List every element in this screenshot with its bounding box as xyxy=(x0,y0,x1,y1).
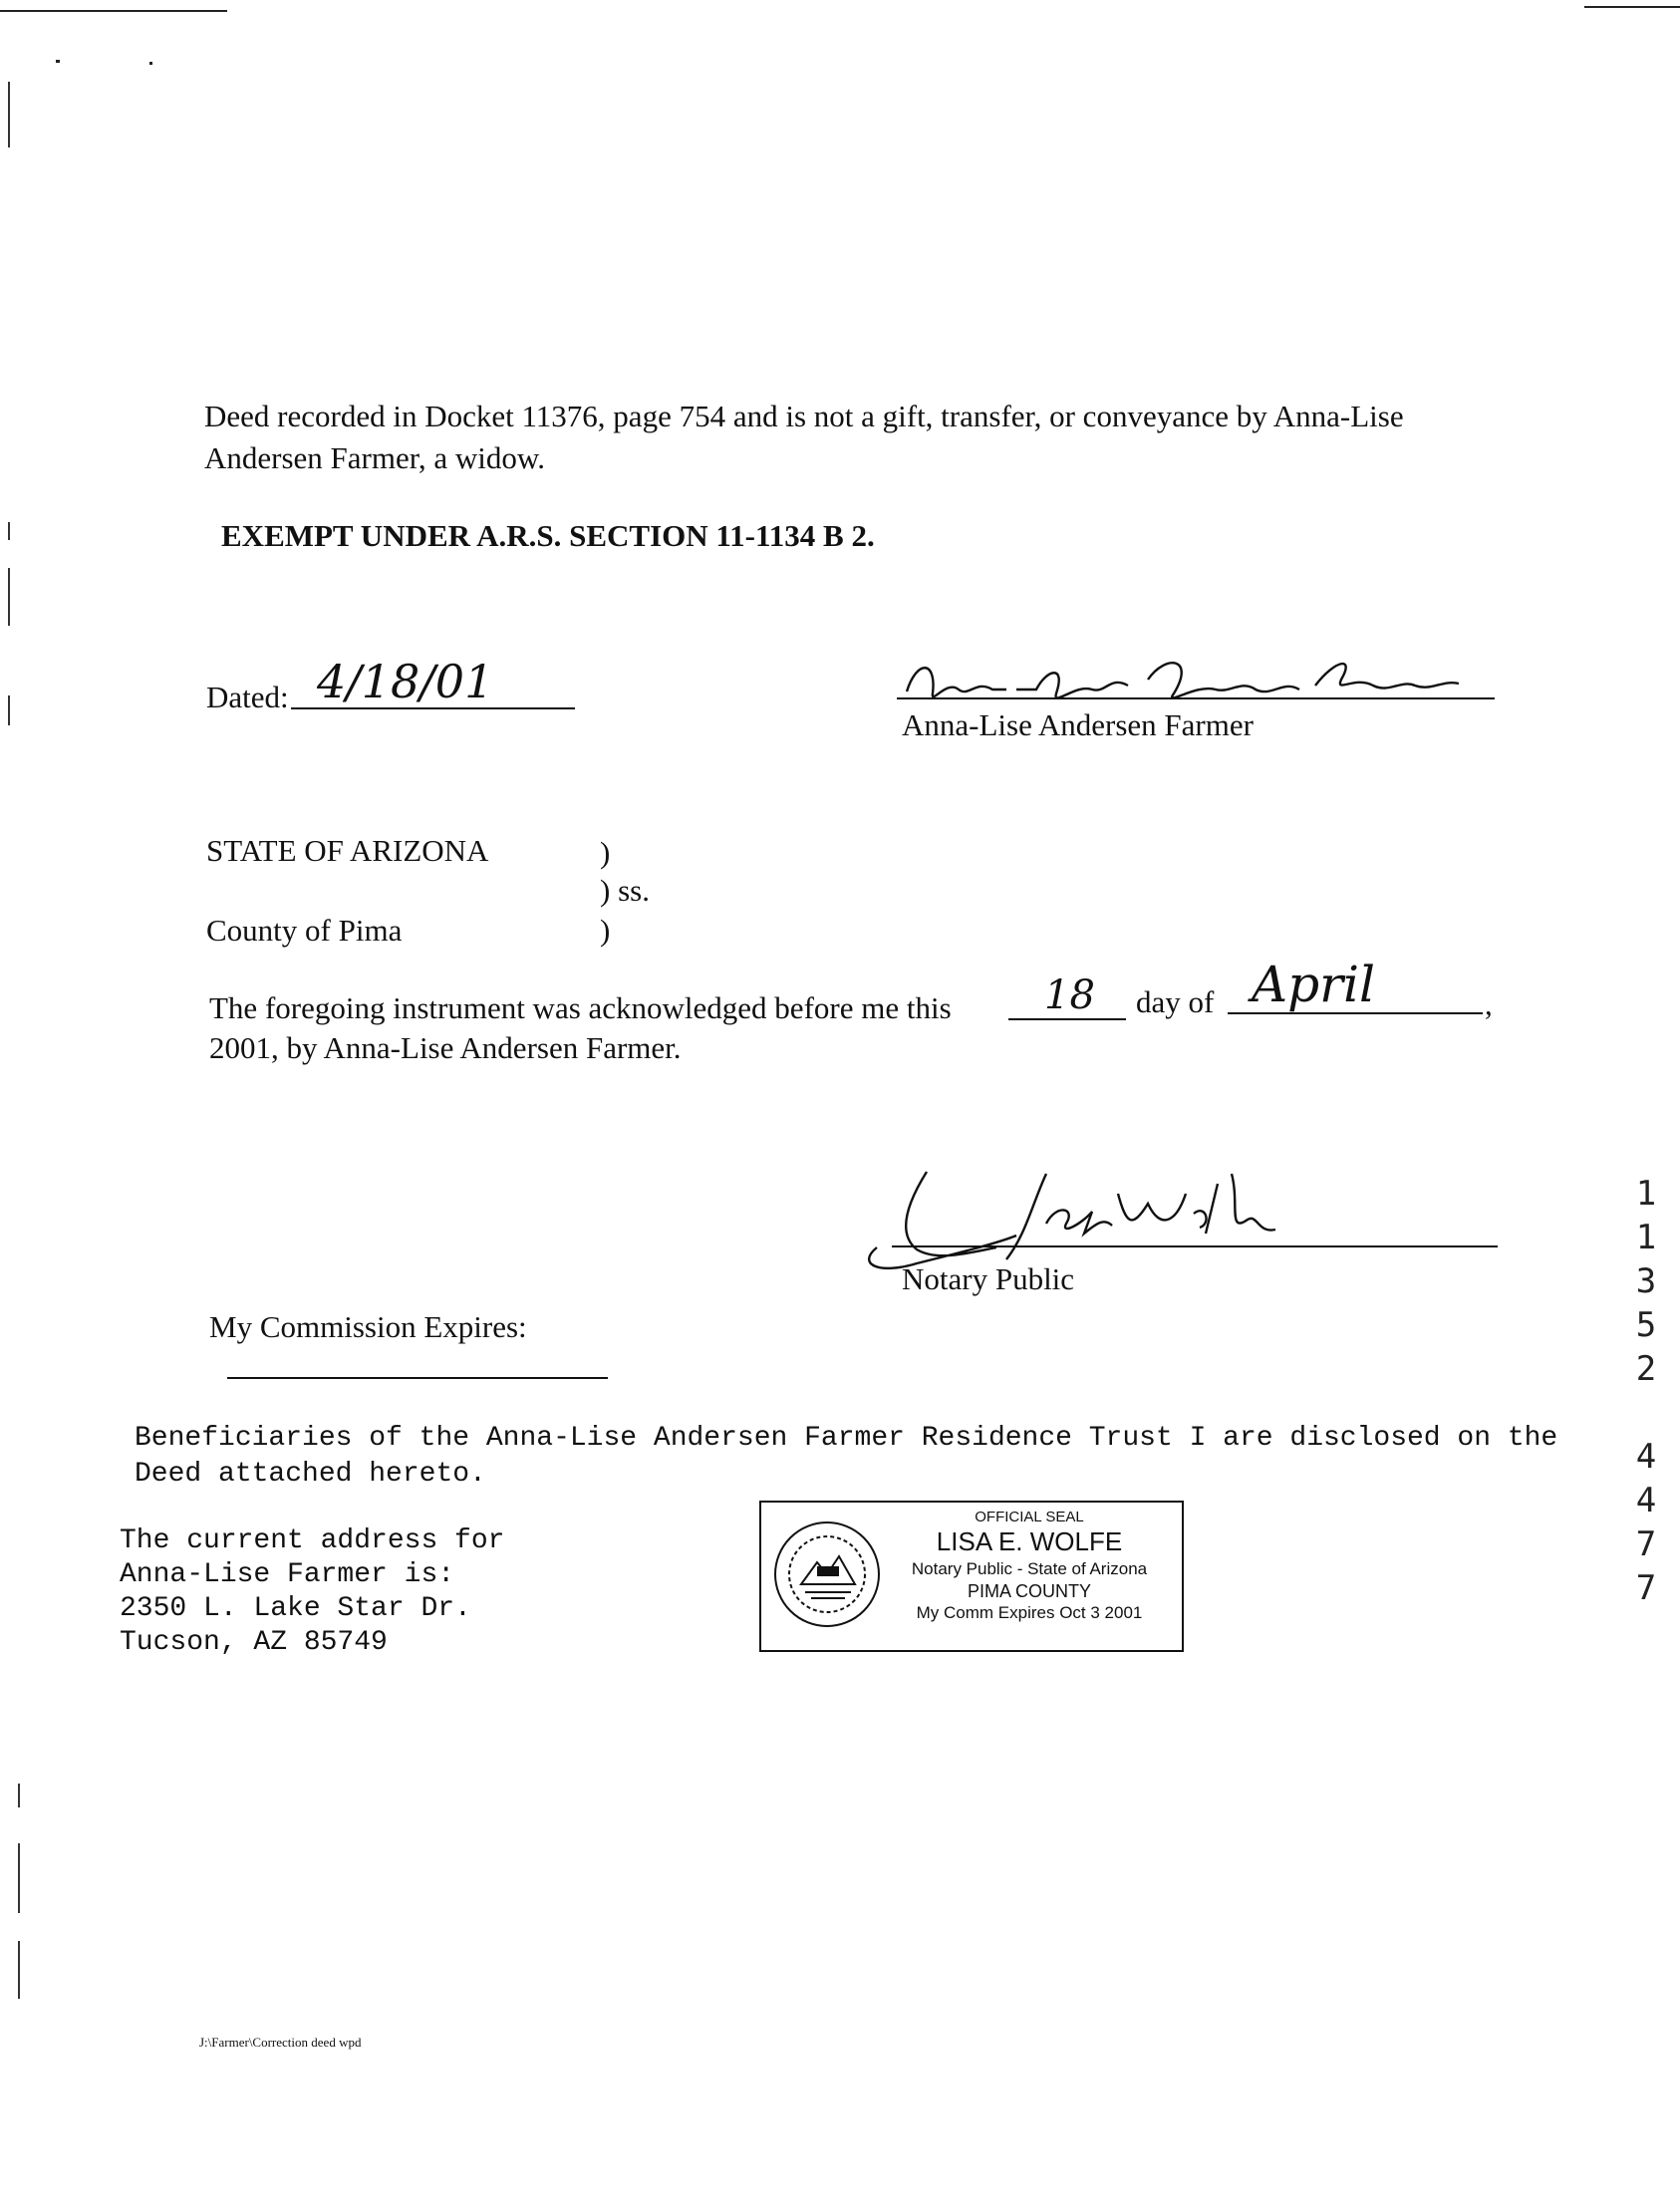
venue-paren-1: ) xyxy=(600,835,611,870)
address-line4: Tucson, AZ 85749 xyxy=(120,1627,388,1658)
commission-label: My Commission Expires: xyxy=(209,1309,527,1344)
ack-day-line xyxy=(1008,1018,1126,1020)
seal-name: LISA E. WOLFE xyxy=(936,1526,1123,1556)
ack-comma: , xyxy=(1485,986,1493,1021)
dot-mark xyxy=(149,62,152,65)
margin-mark xyxy=(18,1941,20,1999)
venue-paren-3: ) xyxy=(600,913,611,948)
margin-record-number: 11352 4477 xyxy=(1626,1174,1666,1612)
seal-expires: My Comm Expires Oct 3 2001 xyxy=(916,1603,1143,1622)
exempt-heading: EXEMPT UNDER A.R.S. SECTION 11-1134 B 2. xyxy=(221,518,875,553)
notary-line xyxy=(892,1245,1498,1247)
top-rule-right xyxy=(1584,6,1680,8)
ack-text-line2: 2001, by Anna-Lise Andersen Farmer. xyxy=(209,1030,682,1065)
beneficiaries-line2: Deed attached hereto. xyxy=(135,1459,486,1490)
deed-text-line2: Andersen Farmer, a widow. xyxy=(204,440,545,475)
margin-mark xyxy=(8,522,10,540)
commission-line xyxy=(227,1377,608,1379)
margin-mark xyxy=(18,1784,20,1807)
seal-official: OFFICIAL SEAL xyxy=(975,1509,1084,1525)
venue-state: STATE OF ARIZONA xyxy=(206,833,489,868)
margin-mark xyxy=(8,695,10,725)
notary-label: Notary Public xyxy=(902,1261,1075,1296)
venue-county: County of Pima xyxy=(206,913,403,948)
ack-day-handwritten: 18 xyxy=(1044,972,1095,1018)
arizona-seal-icon xyxy=(771,1518,883,1630)
dated-label: Dated: xyxy=(206,680,289,714)
ack-month-handwritten: April xyxy=(1252,956,1375,1013)
address-line1: The current address for xyxy=(120,1525,505,1556)
address-line3: 2350 L. Lake Star Dr. xyxy=(120,1593,471,1624)
seal-county: PIMA COUNTY xyxy=(967,1581,1091,1601)
ack-day-label: day of xyxy=(1136,984,1215,1019)
notary-seal-stamp xyxy=(759,1501,1184,1652)
margin-mark xyxy=(18,1843,20,1913)
address-block xyxy=(120,1524,504,1660)
dot-mark xyxy=(56,60,60,63)
dated-handwritten: 4/18/01 xyxy=(317,655,494,708)
ack-text: The foregoing instrument was acknowledged before me this xyxy=(209,990,952,1025)
signer-line xyxy=(897,697,1495,699)
signer-name: Anna-Lise Andersen Farmer xyxy=(902,707,1254,742)
deed-text-line1: Deed recorded in Docket 11376, page 754 and is not a gift, transfer, or conveyance by Anna-Lise xyxy=(204,399,1404,433)
address-line2: Anna-Lise Farmer is: xyxy=(120,1559,455,1590)
venue-paren-ss: ) ss. xyxy=(600,873,650,908)
margin-mark xyxy=(8,568,10,626)
beneficiaries-line1: Beneficiaries of the Anna-Lise Andersen Farmer Residence Trust I are disclosed on the xyxy=(135,1423,1558,1454)
seal-title: Notary Public - State of Arizona xyxy=(911,1559,1148,1578)
top-rule xyxy=(0,10,227,12)
footer-file-path: J:\Farmer\Correction deed wpd xyxy=(199,2035,362,2050)
margin-mark xyxy=(8,82,10,147)
